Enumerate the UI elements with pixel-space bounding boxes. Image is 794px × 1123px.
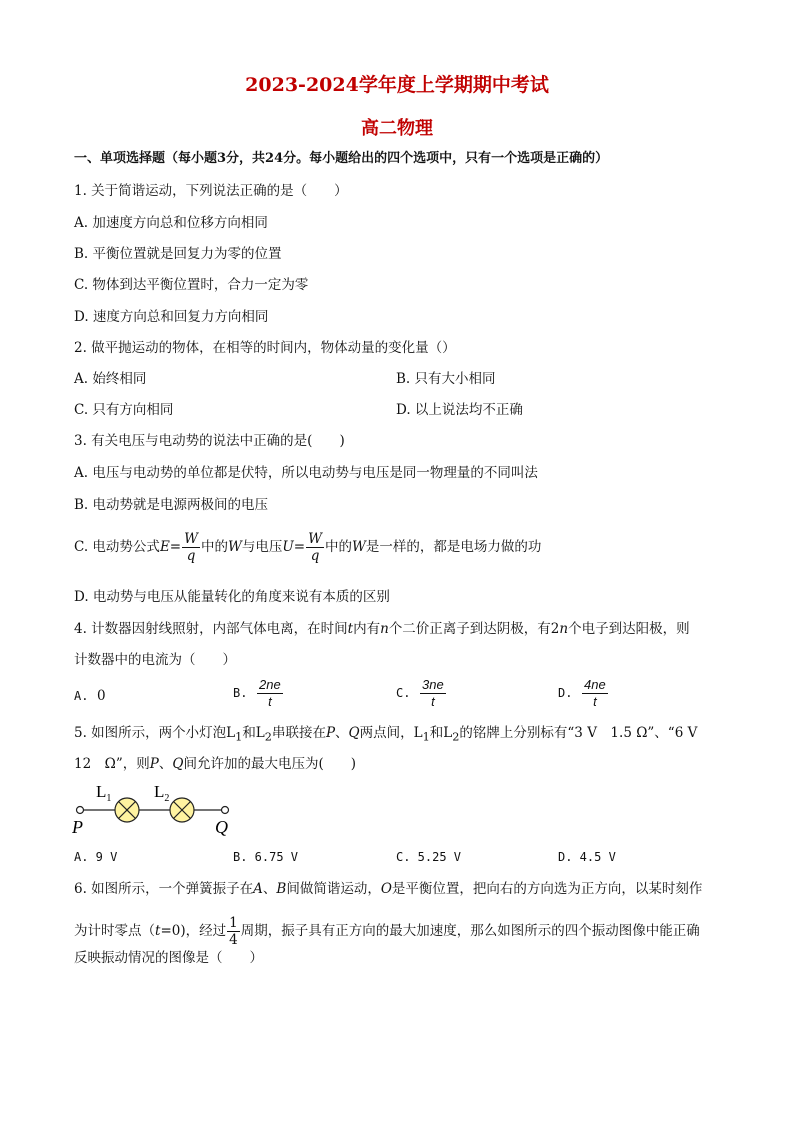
q5-option-b: B. 6.75 V [233, 850, 299, 864]
exam-subject: 高二物理 [361, 118, 433, 139]
lamp-l1-icon [115, 798, 139, 822]
q6-stem-line3: 反映振动情况的图像是（ ） [74, 950, 263, 966]
q4-stem-line2: 计数器中的电流为（ ） [74, 652, 236, 668]
q5-stem: 5. 如图所示，两个小灯泡$L_1$和$L_2$串联接在P、Q两点间，$L_1$和$L_2$的铭牌上分别标有“3 V 1.5 Ω”、“6 V [74, 725, 698, 744]
lamp-l2-icon [170, 798, 194, 822]
q4-option-c: C. $\frac{3ne}{t}$ [396, 677, 444, 709]
q2-stem: 2. 做平抛运动的物体，在相等的时间内，物体动量的变化量（） [74, 340, 456, 356]
fraction-w-over-q: $\frac{W}{q}$ [184, 531, 198, 564]
q2-option-d: D. 以上说法均不正确 [396, 402, 523, 418]
terminal-p [77, 807, 84, 814]
q5-option-c: C. 5.25 V [396, 850, 462, 864]
q3-option-c: C. 电动势公式E= $\frac{W}{q}$ 中的W与电压U= $\frac{W}{q}$ 中的W是一样的，都是电场力做的功 [74, 531, 542, 564]
q1-stem: 1. 关于简谐运动，下列说法正确的是（ ） [74, 183, 348, 199]
q1-option-b: B. 平衡位置就是回复力为零的位置 [74, 246, 282, 262]
q3-stem: 3. 有关电压与电动势的说法中正确的是( ) [74, 433, 345, 449]
q3-option-d: D. 电动势与电压从能量转化的角度来说有本质的区别 [74, 589, 390, 605]
lamp-l2-label: $L_2$ [154, 782, 170, 804]
q1-option-c: C. 物体到达平衡位置时，合力一定为零 [74, 277, 309, 293]
q4-option-a: A. 0 [74, 688, 106, 704]
q3-option-a: A. 电压与电动势的单位都是伏特，所以电动势与电压是同一物理量的不同叫法 [74, 465, 538, 481]
fraction-2ne-over-t: $\frac{2ne}{t}$ [259, 677, 281, 709]
point-q-label: Q [215, 817, 228, 837]
q4-option-b: B. $\frac{2ne}{t}$ [233, 677, 281, 709]
q2-option-b: B. 只有大小相同 [396, 371, 496, 387]
q6-stem-line2: 为计时零点（t=0)，经过 $\frac{1}{4}$ 周期，振子具有正方向的最大加速度，那么如图所示的四个振动图像中能正确 [74, 915, 700, 948]
q4-option-d: D. $\frac{4ne}{t}$ [558, 677, 606, 709]
q1-option-d: D. 速度方向总和回复力方向相同 [74, 309, 269, 325]
q4-stem: 4. 计数器因射线照射，内部气体电离，在时间t内有n个二价正离子到达阴极，有2n个电子到达阳极，则 [74, 621, 690, 637]
q2-option-c: C. 只有方向相同 [74, 402, 174, 418]
fraction-one-quarter: $\frac{1}{4}$ [229, 915, 238, 948]
q5-option-d: D. 4.5 V [558, 850, 616, 864]
q2-option-a: A. 始终相同 [74, 371, 147, 387]
q3-option-b: B. 电动势就是电源两极间的电压 [74, 497, 269, 513]
terminal-q [222, 807, 229, 814]
point-p-label: P [72, 817, 83, 837]
lamp-l1-label: $L_1$ [96, 782, 112, 804]
exam-title: 2023-2024学年度上学期期中考试 [245, 74, 549, 96]
fraction-w-over-q-2: $\frac{W}{q}$ [308, 531, 322, 564]
q5-option-a: A. 9 V [74, 850, 118, 864]
series-circuit-diagram [72, 780, 242, 840]
section-heading: 一、单项选择题（每小题3分，共24分。每小题给出的四个选项中，只有一个选项是正确的） [74, 151, 609, 166]
q5-stem-line2: 12 Ω”，则P、Q间允许加的最大电压为( ) [74, 756, 356, 772]
fraction-3ne-over-t: $\frac{3ne}{t}$ [422, 677, 444, 709]
q6-stem-line1: 6. 如图所示，一个弹簧振子在A、B间做简谐运动，O是平衡位置，把向右的方向选为正方向，以某时刻作 [74, 881, 703, 897]
fraction-4ne-over-t: $\frac{4ne}{t}$ [584, 677, 606, 709]
q1-option-a: A. 加速度方向总和位移方向相同 [74, 215, 268, 231]
